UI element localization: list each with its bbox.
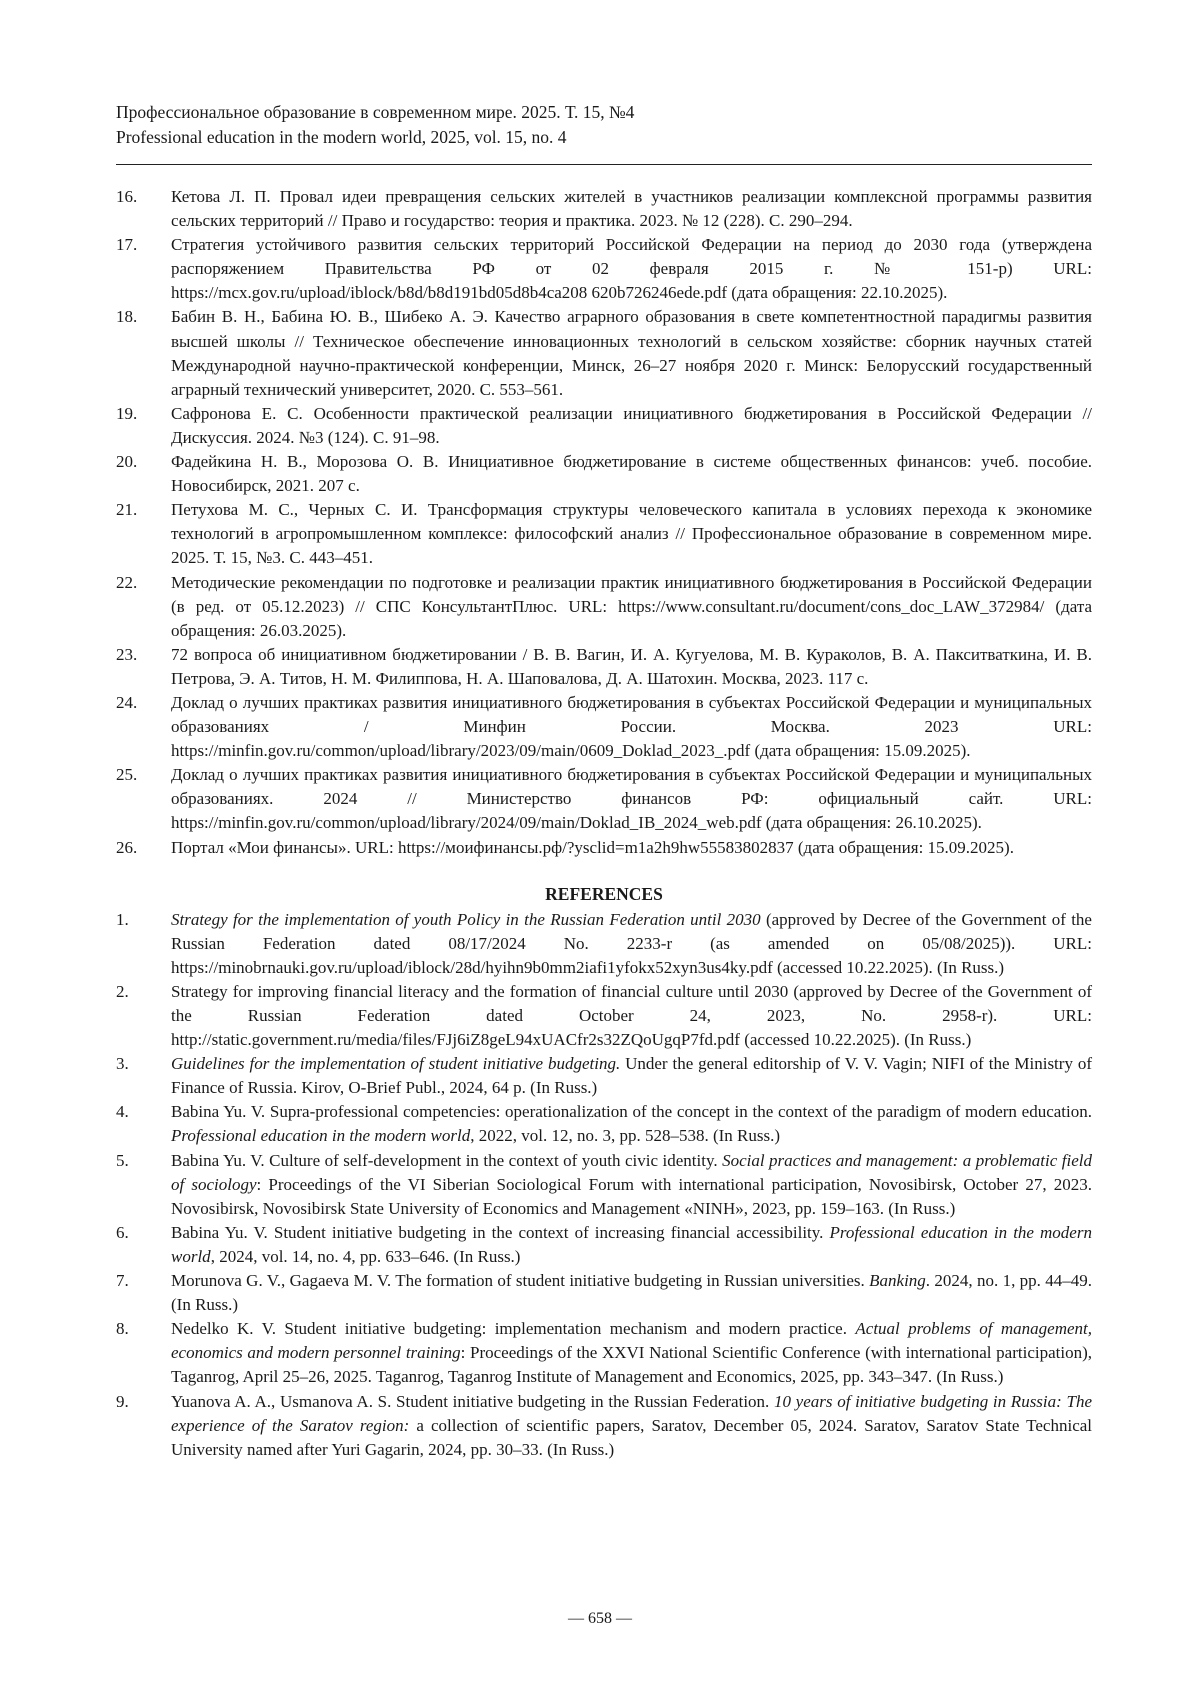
reference-text: Yuanova A. A., Usmanova A. S. Student initiative budgeting in the Russian Federation. (171, 1391, 774, 1411)
reference-item (116, 305, 1092, 401)
reference-text: , 2024, vol. 14, no. 4, pp. 633–646. (In Russ.) (210, 1246, 521, 1266)
reference-item (116, 1221, 1092, 1269)
running-header (116, 100, 1092, 150)
reference-text: Morunova G. V., Gagaeva M. V. The formation of student initiative budgeting in Russian universities. (171, 1271, 870, 1291)
reference-italic-text: 10 years of initiative budgeting in Russia: The experience of the Saratov region: (171, 1391, 1092, 1435)
reference-number: 17. (116, 235, 138, 255)
reference-item (116, 571, 1092, 643)
reference-number: 5. (116, 1150, 129, 1170)
reference-item (116, 836, 1092, 860)
reference-number: 24. (116, 692, 138, 712)
reference-number: 23. (116, 644, 138, 664)
reference-number: 22. (116, 572, 138, 592)
reference-italic-text: Social practices and management: a problematic field of sociology (171, 1150, 1092, 1194)
reference-number: 4. (116, 1102, 129, 1122)
reference-text: Фадейкина Н. В., Морозова О. В. Инициативное бюджетирование в системе общественных финансов: учеб. пособие. Новосибирск, 2021. 207 с. (171, 452, 1092, 496)
reference-item (116, 233, 1092, 305)
reference-text: Сафронова Е. С. Особенности практической реализации инициативного бюджетирования в Российской Федерации // Дискуссия. 2024. №3 (124). С. 91–98. (171, 403, 1092, 447)
reference-item (116, 980, 1092, 1052)
reference-text: Стратегия устойчивого развития сельских территорий Российской Федерации на период до 2030 года (утверждена распоряжением Правительства РФ от 02 февраля 2015 г. № 151-р) URL: https://mcx.gov.ru/upload/iblock/b8d/b8d191bd05d8b4ca208 620b726246ede.pdf (дата обращения: 22.10.2025). (171, 235, 1092, 303)
reference-item (116, 691, 1092, 763)
reference-text: Бабин В. Н., Бабина Ю. В., Шибеко А. Э. Качество аграрного образования в свете компетентностной парадигмы развития высшей школы // Техническое обеспечение инновационных технологий в сельском хозяйстве: сборник научных статей Международной научно-практической конференции, Минск, 26–27 ноября 2020 г. Минск: Белорусский государственный аграрный технический университет, 2020. С. 553–561. (171, 307, 1092, 399)
reference-text: , 2022, vol. 12, no. 3, pp. 528–538. (In Russ.) (470, 1126, 780, 1146)
reference-item (116, 1317, 1092, 1389)
reference-item (116, 763, 1092, 835)
reference-text: : Proceedings of the XXVI National Scientific Conference (with international participation), Taganrog, April 25–26, 2025. Taganrog, Taganrog Institute of Management and Economics, 2025, pp. 343–347. (In Russ.) (171, 1343, 1092, 1387)
reference-text: Nedelko K. V. Student initiative budgeting: implementation mechanism and modern practice. (171, 1319, 856, 1339)
reference-italic-text: Strategy for the implementation of youth Policy in the Russian Federation until 2030 (171, 909, 761, 929)
english-reference-list (116, 908, 1092, 1462)
reference-italic-text: Professional education in the modern world (171, 1126, 471, 1146)
reference-number: 20. (116, 452, 138, 472)
running-header-ru: Профессиональное образование в современном мире. 2025. Т. 15, №4 (116, 102, 635, 122)
reference-text: Доклад о лучших практиках развития инициативного бюджетирования в субъектах Российской Федерации и муниципальных образованиях / Минфин России. Москва. 2023 URL: https://minfin.gov.ru/common/upload/library/2023/09/main/0609_Doklad_2023_.pdf (дата обращения: 15.09.2025). (171, 692, 1092, 761)
reference-text: Портал «Мои финансы». URL: https://моифинансы.рф/?ysclid=m1a2h9hw55583802837 (дата обращения: 15.09.2025). (171, 837, 1014, 857)
reference-italic-text: Professional education in the modern world (171, 1222, 1092, 1266)
reference-item (116, 1052, 1092, 1100)
reference-number: 26. (116, 837, 138, 857)
reference-item (116, 1149, 1092, 1221)
reference-text: Strategy for improving financial literacy and the formation of financial culture until 2030 (approved by Decree of the Government of the Russian Federation dated October 24, 2023, No. 2958-r). URL: http://static.government.ru/media/files/FJj6iZ8geL94xUACfr2s32ZQoUgqP7fd.pdf (accessed 10.22.2025). (In Russ.) (171, 981, 1092, 1050)
reference-number: 19. (116, 403, 138, 423)
reference-number: 3. (116, 1054, 129, 1074)
reference-item (116, 450, 1092, 498)
reference-italic-text: Actual problems of management, economics and modern personnel training (171, 1319, 1092, 1363)
reference-text: . 2024, no. 1, pp. 44–49. (In Russ.) (171, 1271, 1093, 1315)
running-header-en: Professional education in the modern world, 2025, vol. 15, no. 4 (116, 127, 567, 147)
reference-item (116, 1269, 1092, 1317)
reference-italic-text: Guidelines for the implementation of student initiative budgeting. (171, 1054, 621, 1074)
reference-number: 8. (116, 1319, 129, 1339)
reference-item (116, 1390, 1092, 1462)
reference-number: 16. (116, 187, 138, 206)
reference-text: Babina Yu. V. Supra-professional competencies: operationalization of the concept in the context of the paradigm of modern education. (171, 1102, 1092, 1122)
reference-text: Методические рекомендации по подготовке и реализации практик инициативного бюджетирования в Российской Федерации (в ред. от 05.12.2023) // СПС КонсультантПлюс. URL: https://www.consultant.ru/document/cons_doc_LAW_372984/ (дата обращения: 26.03.2025). (171, 572, 1092, 640)
reference-italic-text: Banking (869, 1271, 926, 1291)
page (116, 100, 1092, 1462)
reference-text: 72 вопроса об инициативном бюджетировании / В. В. Вагин, И. А. Кугуелова, М. В. Кураколов, В. А. Пакситваткина, И. В. Петрова, Э. А. Титов, Н. М. Филиппова, Н. А. Шаповалова, Д. А. Шатохин. Москва, 2023. 117 с. (171, 644, 1092, 688)
reference-text: Babina Yu. V. Student initiative budgeting in the context of increasing financial accessibility. (171, 1222, 830, 1242)
header-divider (116, 164, 1092, 165)
reference-item (116, 1100, 1092, 1148)
reference-item (116, 402, 1092, 450)
reference-item (116, 185, 1092, 233)
reference-text: (approved by Decree of the Government of the Russian Federation dated 08/17/2024 No. 2233-r (as amended on 05/08/2025)). URL: https://minobrnauki.gov.ru/upload/iblock/28d/hyihn9b0mm2iafi1yfokx52xyn3us4ky.pdf (accessed 10.22.2025). (In Russ.) (171, 909, 1092, 977)
reference-number: 21. (116, 500, 138, 520)
reference-text: Under the general editorship of V. V. Vagin; NIFI of the Ministry of Finance of Russia. Kirov, O-Brief Publ., 2024, 64 p. (In Russ.) (171, 1054, 1092, 1098)
reference-number: 18. (116, 307, 138, 327)
reference-number: 2. (116, 981, 129, 1001)
reference-text: Доклад о лучших практиках развития инициативного бюджетирования в субъектах Российской Федерации и муниципальных образованиях. 2024 // Министерство финансов РФ: официальный сайт. URL: https://minfin.gov.ru/common/upload/library/2024/09/main/Doklad_IB_2024_web.pdf (дата обращения: 26.10.2025). (171, 765, 1092, 833)
page-number: — 658 — (568, 1610, 632, 1627)
reference-item (116, 498, 1092, 570)
references-heading: REFERENCES (545, 883, 663, 904)
reference-text: Кетова Л. П. Провал идеи превращения сельских жителей в участников реализации комплексной программы развития сельских территорий // Право и государство: теория и практика. 2023. № 12 (228). С. 290–294. (171, 187, 1092, 231)
reference-number: 7. (116, 1271, 129, 1291)
reference-text: Babina Yu. V. Culture of self-development in the context of youth civic identity. (171, 1150, 723, 1170)
reference-number: 9. (116, 1391, 129, 1411)
reference-text: Петухова М. С., Черных С. И. Трансформация структуры человеческого капитала в условиях перехода к экономике технологий в агропромышленном комплексе: философский анализ // Профессиональное образование в современном мире. 2025. Т. 15, №3. С. 443–451. (171, 500, 1092, 568)
reference-item (116, 643, 1092, 691)
reference-item (116, 908, 1092, 980)
reference-number: 25. (116, 765, 138, 785)
reference-number: 1. (116, 909, 129, 929)
russian-reference-list (116, 185, 1092, 860)
reference-number: 6. (116, 1222, 129, 1242)
reference-text: a collection of scientific papers, Saratov, December 05, 2024. Saratov, Saratov State Technical University named after Yuri Gagarin, 2024, pp. 30–33. (In Russ.) (171, 1415, 1093, 1459)
reference-text: : Proceedings of the VI Siberian Sociological Forum with international participation, Novosibirsk, October 27, 2023. Novosibirsk, Novosibirsk State University of Economics and Management «NINH», 2023, pp. 159–163. (In Russ.) (171, 1174, 1092, 1218)
